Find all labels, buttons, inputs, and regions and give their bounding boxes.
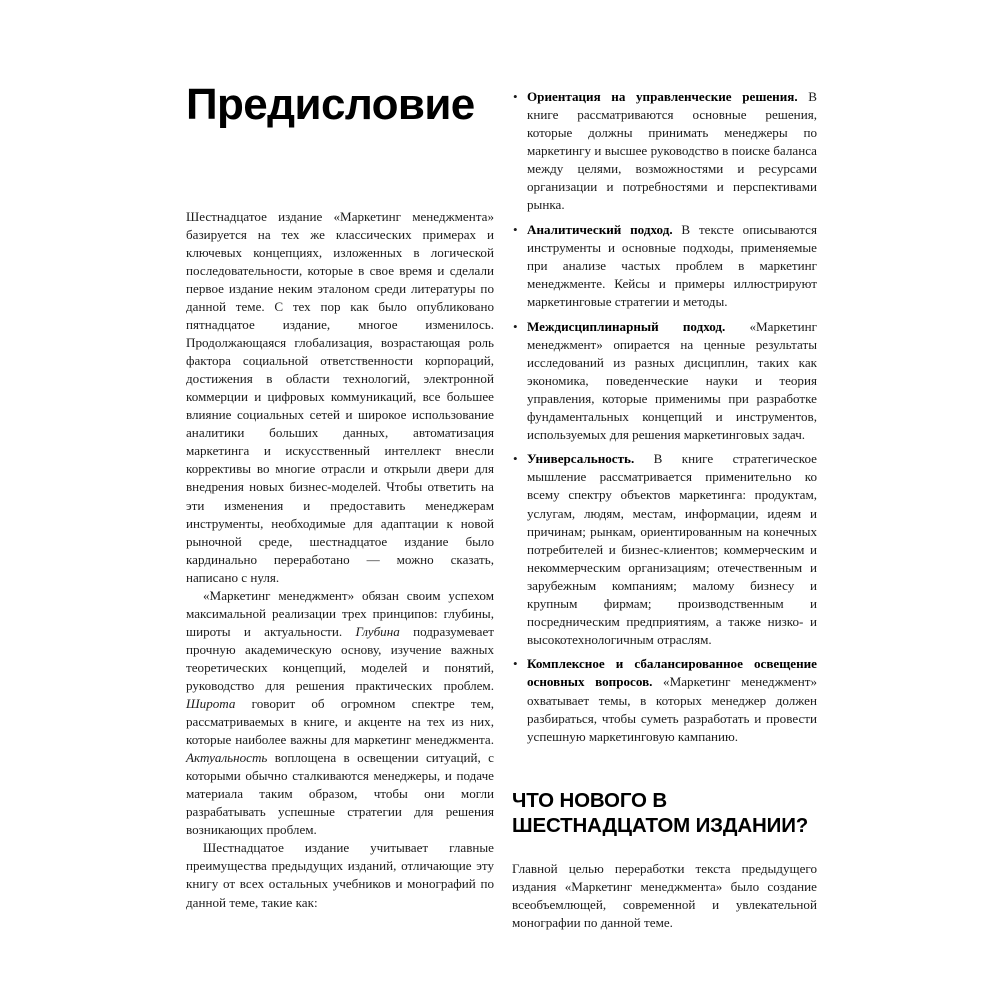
bullet-body-text: В тексте описываются инструменты и основные подходы, применяемые при анализе частых проблем в маркетинг менеджменте. Кейсы и примеры иллюстрируют маркетинговые стратегии и методы.	[527, 221, 817, 310]
bullet-point-icon: •	[513, 451, 518, 467]
text-run: «Маркетинг менеджмент» обязан своим успехом максимальной реализации трех принципов: глубины, широты и актуальности.	[186, 587, 494, 639]
bullet-lead-in: Ориентация на управленческие решения.	[527, 89, 798, 104]
text-run: воплощена в освещении ситуаций, с которыми обычно сталкиваются менеджеры, и подаче материала таким образом, чтобы они могли разрабатывать успешные стратегии для решения возникающих проблем.	[186, 750, 494, 838]
section-heading-whats-new: ЧТО НОВОГО В ШЕСТНАДЦАТОМ ИЗДАНИИ?	[512, 788, 809, 837]
right-text-column	[512, 88, 817, 932]
bullet-body-text: В книге рассматриваются основные решения, которые должны принимать менеджеры по маркетингу и высшее руководство в поиске баланса между целями, возможностями и ресурсами организации и потребностями и перспективами рынка.	[527, 89, 817, 213]
italic-emphasis: Глубина	[355, 623, 400, 639]
feature-bullet-item	[512, 221, 817, 311]
left-text-column	[186, 82, 494, 912]
bullet-point-icon: •	[513, 656, 518, 672]
italic-emphasis: Широта	[186, 696, 236, 712]
bullet-point-icon: •	[513, 318, 518, 334]
bullet-body-text: «Маркетинг менеджмент» охватывает темы, в которых менеджер должен разбираться, чтобы суметь разработать и провести успешную маркетинговую кампанию.	[527, 674, 818, 744]
bullet-lead-in: Междисциплинарный подход.	[527, 318, 726, 334]
feature-bullet-list	[512, 88, 817, 746]
bullet-lead-in: Универсальность.	[527, 451, 635, 467]
bullet-point-icon: •	[513, 89, 518, 104]
bullet-lead-in: Комплексное и сбалансированное освещение основных вопросов.	[527, 656, 817, 690]
bullet-body-text: «Маркетинг менеджмент» опирается на ценные результаты исследований из разных дисциплин, таких как экономика, поведенческие науки и теория управления, которые применимы при разработке фундаментальных концепций и инструментов, используемых для решения маркетинговых задач.	[527, 318, 817, 442]
chapter-title: Предисловие	[186, 80, 475, 129]
body-paragraph-2	[186, 587, 494, 840]
feature-bullet-item	[512, 450, 817, 649]
body-paragraph-3	[186, 839, 494, 911]
text-run: говорит об огромном спектре тем, рассматриваемых в книге, и акценте на тех из них, которые наиболее важны для маркетинг менеджмента.	[186, 696, 494, 748]
bullet-point-icon: •	[513, 221, 518, 237]
closing-paragraph: Главной целью переработки текста предыдущего издания «Маркетинг менеджмента» было создание всеобъемлющей, современной и увлекательной монографии по данной теме.	[512, 860, 817, 930]
italic-emphasis: Актуальность	[186, 750, 268, 766]
text-run: подразумевает прочную академическую основу, изучение важных теоретических концепций, моделей и понятий, руководство для решения практических проблем.	[186, 623, 494, 693]
feature-bullet-item	[512, 655, 817, 745]
feature-bullet-item	[512, 88, 817, 214]
body-paragraph-1	[186, 208, 494, 587]
text-run: Шестнадцатое издание «Маркетинг менеджмента» базируется на тех же классических примерах и ключевых концепциях, изложенных в логической последовательности, которые в свое время и сделали первое издание неким эталоном среди литературы по данной теме. С тех пор как было опубликовано пятнадцатое издание, многое изменилось. Продолжающаяся глобализация, возрастающая роль фактора социальной ответственности корпораций, достижения в области технологий, электронной коммерции и цифровых коммуникаций, все большее влияние социальных сетей и широкое использование аналитики больших данных, автоматизация маркетинга и искусственный интеллект внесли коррективы во многие отрасли и открыли двери для внедрения новых бизнес-моделей. Чтобы ответить на эти изменения и предоставить менеджерам инструменты, необходимые для адаптации к новой рыночной среде, шестнадцатое издание было кардинально переработано — можно сказать, написано с нуля.	[186, 208, 494, 585]
feature-bullet-item	[512, 318, 817, 444]
text-run: Шестнадцатое издание учитывает главные преимущества предыдущих изданий, отличающие эту книгу от всех остальных учебников и монографий по данной теме, такие как:	[186, 840, 494, 910]
bullet-body-text: В книге стратегическое мышление рассматривается применительно ко всему спектру объектов маркетинга: продуктам, услугам, людям, местам, информации, идеям и причинам; рынкам, ориентированным на конечных потребителей и бизнес-клиентов; коммерческим и некоммерческим организациям; отечественным и зарубежным компаниям; малому бизнесу и крупным фирмам; производственным и посредническим предприятиям, а также низко- и высокотехнологичным отраслям.	[527, 451, 817, 647]
bullet-lead-in: Аналитический подход.	[527, 221, 673, 237]
